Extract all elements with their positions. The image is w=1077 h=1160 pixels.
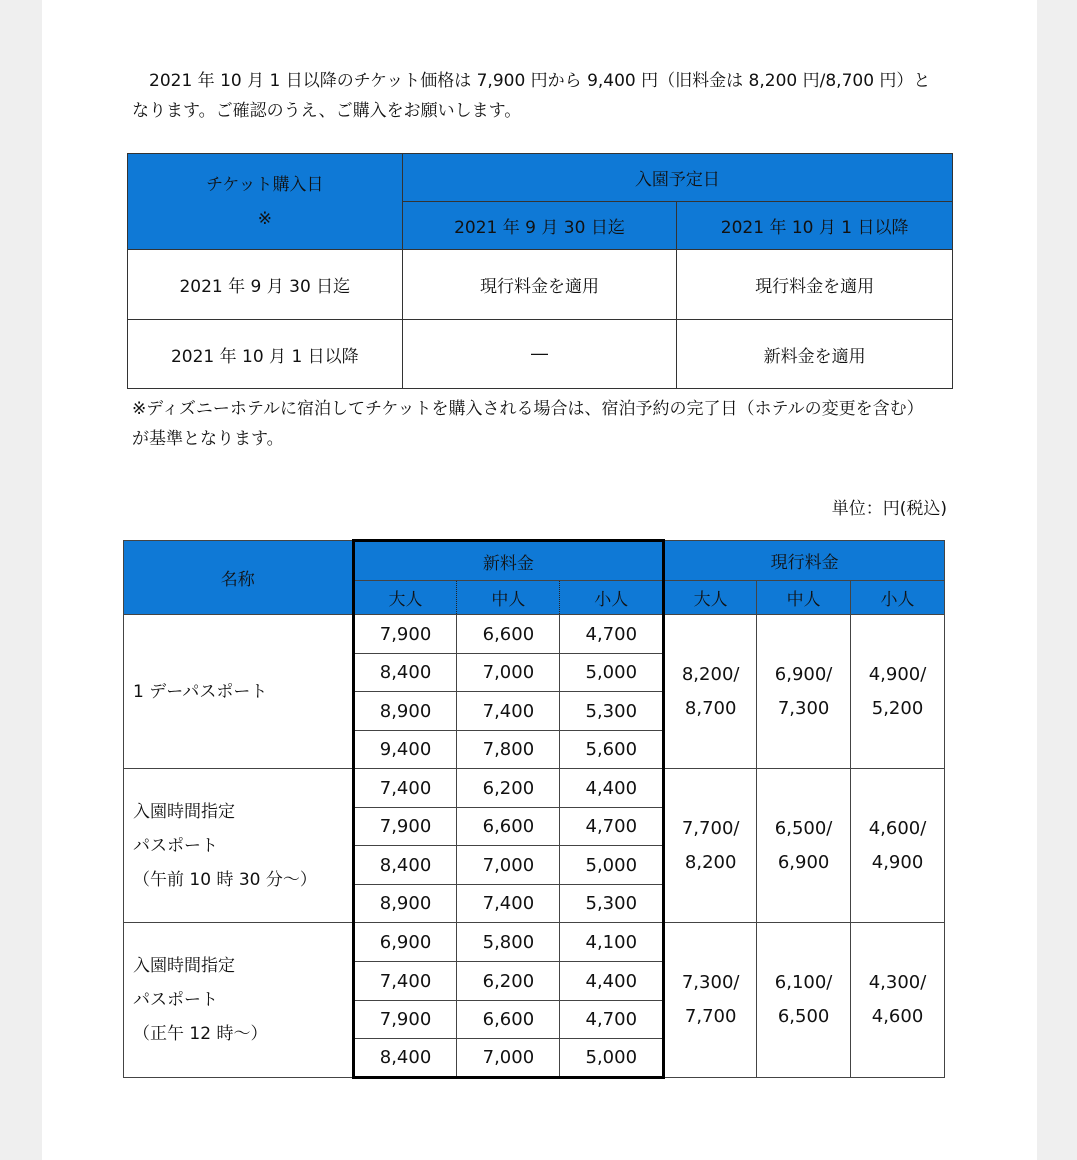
intro-line-2: なります。ご確認のうえ、ご購入をお願いします。 <box>132 101 522 121</box>
price-cell: 5,800 <box>457 923 560 962</box>
price-cell: 8,400 <box>353 1039 457 1078</box>
current-price-cell: 6,900/ 7,300 <box>757 615 851 769</box>
current-price-cell: 4,300/ 4,600 <box>851 923 945 1078</box>
price-cell: 7,000 <box>457 654 560 692</box>
ticket-name: 入園時間指定 パスポート （午前 10 時 30 分～） <box>124 769 354 923</box>
new-price-header: 新料金 <box>353 541 664 581</box>
current-price-cell: 4,900/ 5,200 <box>851 615 945 769</box>
current-price-cell: 6,500/ 6,900 <box>757 769 851 923</box>
purchase-row-cell: 現行料金を適用 <box>677 250 953 320</box>
intro-line-1: 2021 年 10 月 1 日以降のチケット価格は 7,900 円から 9,400 円（旧料金は 8,200 円/8,700 円）と <box>149 71 931 91</box>
price-cell: 8,400 <box>353 846 457 885</box>
price-cell: 7,000 <box>457 846 560 885</box>
price-cell: 5,000 <box>560 1039 664 1078</box>
price-cell: 6,600 <box>457 1001 560 1039</box>
visit-until-header: 2021 年 9 月 30 日迄 <box>402 202 677 250</box>
current-price-cell: 8,200/ 8,700 <box>664 615 757 769</box>
price-cell: 4,700 <box>560 615 664 654</box>
price-cell: 6,200 <box>457 962 560 1001</box>
purchase-date-header: チケット購入日 ※ <box>128 154 403 250</box>
purchase-row-label: 2021 年 9 月 30 日迄 <box>128 250 403 320</box>
ticket-name: 1 デーパスポート <box>124 615 354 769</box>
document-page <box>42 0 1037 1160</box>
price-cell: 7,900 <box>353 1001 457 1039</box>
current-price-cell: 4,600/ 4,900 <box>851 769 945 923</box>
price-cell: 7,400 <box>457 692 560 731</box>
price-cell: 5,000 <box>560 846 664 885</box>
new-adult-header: 大人 <box>353 581 457 615</box>
purchase-row-label: 2021 年 10 月 1 日以降 <box>128 320 403 389</box>
unit-label: 単位：円(税込) <box>831 499 947 519</box>
price-cell: 4,700 <box>560 808 664 846</box>
price-cell: 4,700 <box>560 1001 664 1039</box>
intro-paragraph <box>132 66 962 126</box>
current-child-header: 小人 <box>851 581 945 615</box>
hotel-note: ※ディズニーホテルに宿泊してチケットを購入される場合は、宿泊予約の完了日（ホテルの変更を含む） が基準となります。 <box>132 399 924 449</box>
name-header: 名称 <box>124 541 354 615</box>
price-cell: 4,100 <box>560 923 664 962</box>
current-price-cell: 7,300/ 7,700 <box>664 923 757 1078</box>
price-cell: 6,200 <box>457 769 560 808</box>
price-cell: 8,900 <box>353 692 457 731</box>
price-cell: 6,600 <box>457 615 560 654</box>
price-cell: 5,300 <box>560 692 664 731</box>
price-cell: 7,000 <box>457 1039 560 1078</box>
new-child-header: 小人 <box>560 581 664 615</box>
visit-date-header: 入園予定日 <box>402 154 952 202</box>
purchase-date-mark: ※ <box>257 208 272 229</box>
price-cell: 7,400 <box>457 885 560 923</box>
price-cell: 6,900 <box>353 923 457 962</box>
current-price-cell: 6,100/ 6,500 <box>757 923 851 1078</box>
purchase-date-table <box>127 153 953 389</box>
price-cell: 8,400 <box>353 654 457 692</box>
purchase-row-cell: 現行料金を適用 <box>402 250 677 320</box>
price-table <box>123 539 945 1079</box>
price-cell: 7,800 <box>457 731 560 769</box>
price-cell: 5,300 <box>560 885 664 923</box>
price-cell: 7,400 <box>353 769 457 808</box>
current-adult-header: 大人 <box>664 581 757 615</box>
current-price-cell: 7,700/ 8,200 <box>664 769 757 923</box>
purchase-row-cell: ― <box>402 320 677 389</box>
price-cell: 7,400 <box>353 962 457 1001</box>
price-cell: 7,900 <box>353 615 457 654</box>
ticket-name: 入園時間指定 パスポート （正午 12 時～） <box>124 923 354 1078</box>
price-cell: 5,600 <box>560 731 664 769</box>
price-cell: 4,400 <box>560 769 664 808</box>
current-price-header: 現行料金 <box>664 541 945 581</box>
purchase-row-cell: 新料金を適用 <box>677 320 953 389</box>
price-cell: 4,400 <box>560 962 664 1001</box>
visit-after-header: 2021 年 10 月 1 日以降 <box>677 202 953 250</box>
price-cell: 6,600 <box>457 808 560 846</box>
price-cell: 7,900 <box>353 808 457 846</box>
price-cell: 5,000 <box>560 654 664 692</box>
price-cell: 9,400 <box>353 731 457 769</box>
price-cell: 8,900 <box>353 885 457 923</box>
new-junior-header: 中人 <box>457 581 560 615</box>
current-junior-header: 中人 <box>757 581 851 615</box>
